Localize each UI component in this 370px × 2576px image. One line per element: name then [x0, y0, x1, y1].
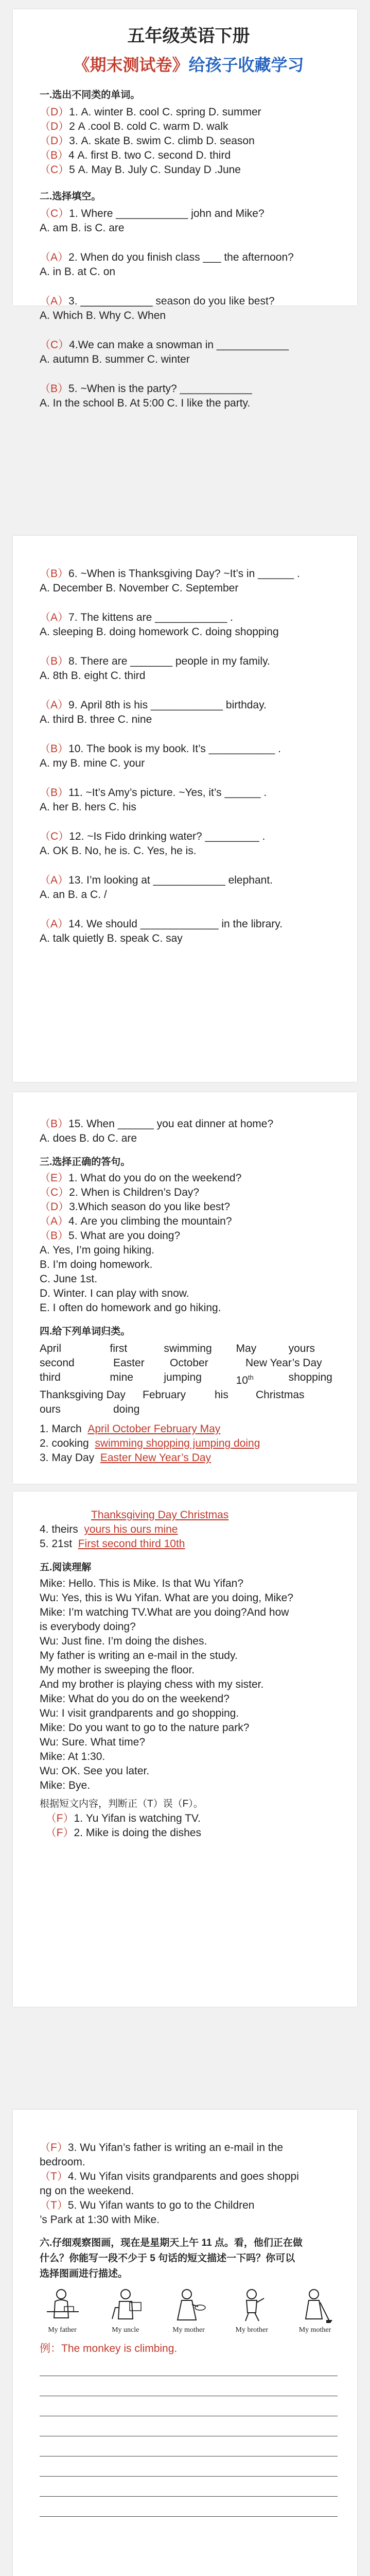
list-item: （D）3. A. skate B. swim C. climb D. season [40, 135, 255, 147]
writing-line [40, 2497, 338, 2517]
woman-sweeping-icon [294, 2287, 336, 2324]
question-options: A. am B. is C. are [40, 222, 125, 234]
question: （B）5. ~When is the party? ____________ [40, 383, 252, 395]
category-line: Thanksgiving Day Christmas [91, 1509, 229, 1521]
example-line: 例：The monkey is climbing. [40, 2343, 178, 2354]
tf-item: （T）5. Wu Yifan wants to go to the Children [40, 2199, 255, 2211]
category-line: 4. theirs yours his ours mine [40, 1523, 178, 1535]
dialogue-line: Wu: OK. See you later. [40, 1765, 150, 1777]
tf-item: bedroom. [40, 2156, 85, 2168]
writing-line [40, 2456, 338, 2477]
dialogue-line: Wu: Yes, this is Wu Yifan. What are you doing, Mike? [40, 1592, 293, 1604]
man-writing-icon [42, 2287, 83, 2324]
question: （A）2. When do you finish class ___ the afternoon? [40, 251, 294, 263]
person-mother-2: My mother [292, 2287, 338, 2334]
person-brother: My brother [229, 2287, 274, 2334]
question: （B）6. ~When is Thanksgiving Day? ~It’s in ______ . [40, 568, 300, 580]
tf-item: （F）1. Yu Yifan is watching TV. [45, 1812, 201, 1824]
question-options: A. my B. mine C. your [40, 757, 145, 769]
question-options: A. autumn B. summer C. winter [40, 353, 190, 365]
writing-line [40, 2396, 338, 2416]
question: （A）3. ____________ season do you like best? [40, 295, 275, 307]
dialogue-line: Wu: Just fine. I’m doing the dishes. [40, 1635, 207, 1647]
question: （A）13. I’m looking at ____________ elephant. [40, 874, 273, 886]
list-item: （C）5 A. May B. July C. Sunday D .June [40, 164, 241, 176]
section5-heading: 五.阅读理解 [40, 1562, 92, 1573]
dialogue-line: Mike: At 1:30. [40, 1751, 105, 1762]
question-options: A. 8th B. eight C. third [40, 670, 146, 682]
writing-line [40, 2416, 338, 2436]
section6-heading: 六.仔细观察图画，现在是星期天上午 11 点。看，他们正在做 什么？你能写一段不少于 5 句话的短文描述一下吗？你可以 选择图画进行描述。 [40, 2238, 303, 2279]
tf-item: （F）3. Wu Yifan’s father is writing an e-mail in the [40, 2142, 284, 2154]
dialogue-line: Mike: Bye. [40, 1780, 91, 1791]
card-4 [13, 1492, 357, 2007]
tf-instruction: 根据短文内容，判断正（T）误（F）。 [40, 1799, 203, 1809]
dialogue-line: My mother is sweeping the floor. [40, 1664, 195, 1676]
man-reading-icon [105, 2287, 146, 2324]
picture-strip [40, 2287, 338, 2334]
category-line: 1. March April October February May [40, 1423, 221, 1435]
question: （B）15. When ______ you eat dinner at home? [40, 1118, 274, 1130]
question: （B）8. There are _______ people in my family. [40, 655, 270, 667]
word-row: third mine jumping 10th shopping [40, 1371, 332, 1386]
tf-item: ng on the weekend. [40, 2185, 134, 2197]
section3-heading: 三.选择正确的答句。 [40, 1157, 131, 1167]
category-line: 3. May Day Easter New Year’s Day [40, 1452, 212, 1464]
list-item: （B）4 A. first B. two C. second D. third [40, 149, 231, 161]
question: （A）14. We should _____________ in the library. [40, 918, 283, 930]
writing-line [40, 2436, 338, 2456]
question-options: A. In the school B. At 5:00 C. I like the party. [40, 397, 251, 409]
question: （A）9. April 8th is his ____________ birthday. [40, 699, 267, 711]
dialogue-line: Mike: Do you want to go to the nature park? [40, 1722, 250, 1734]
list-item: （D）3.Which season do you like best? [40, 1201, 231, 1213]
option-line: D. Winter. I can play with snow. [40, 1287, 189, 1299]
question: （C）4.We can make a snowman in ____________ [40, 339, 289, 351]
category-line: 2. cooking swimming shopping jumping doing [40, 1437, 260, 1449]
question-options: A. sleeping B. doing homework C. doing shopping [40, 626, 279, 638]
word-row: Thanksgiving Day February his Christmas [40, 1389, 305, 1401]
list-item: （D）2 A .cool B. cold C. warm D. walk [40, 121, 228, 132]
card-5 [13, 2110, 357, 2576]
tf-item: （F）2. Mike is doing the dishes [45, 1827, 201, 1839]
boy-playing-icon [231, 2287, 272, 2324]
question: （B）10. The book is my book. It’s ___________ . [40, 743, 281, 755]
question: （B）11. ~It’s Amy’s picture. ~Yes, it’s ______ . [40, 787, 267, 799]
word-row: April first swimming May yours [40, 1343, 315, 1354]
person-father: My father [40, 2287, 85, 2334]
writing-line [40, 2477, 338, 2497]
list-item: （B）5. What are you doing? [40, 1230, 181, 1242]
option-line: E. I often do homework and go hiking. [40, 1302, 221, 1314]
dialogue-line: And my brother is playing chess with my sister. [40, 1679, 264, 1690]
option-line: C. June 1st. [40, 1273, 98, 1285]
question: （A）7. The kittens are ____________ . [40, 612, 233, 623]
question-options: A. an B. a C. / [40, 889, 107, 901]
tf-item: ’s Park at 1:30 with Mike. [40, 2214, 160, 2226]
person-mother: My mother [166, 2287, 212, 2334]
section2-heading: 二.选择填空。 [40, 191, 101, 202]
list-item: （C）2. When is Children’s Day? [40, 1187, 200, 1198]
dialogue-line: My father is writing an e-mail in the study. [40, 1650, 238, 1662]
word-row: second Easter October New Year’s Day [40, 1357, 322, 1369]
writing-line [40, 2376, 338, 2396]
question-options: A. in B. at C. on [40, 266, 116, 278]
question-options: A. December B. November C. September [40, 582, 239, 594]
question: （C）1. Where ____________ john and Mike? [40, 208, 265, 219]
question-options: A. third B. three C. nine [40, 714, 152, 725]
card-2 [13, 536, 357, 1082]
option-line: A. Yes, I’m going hiking. [40, 1244, 154, 1256]
dialogue-line: Mike: What do you do on the weekend? [40, 1693, 230, 1705]
question-options: A. her B. hers C. his [40, 801, 136, 813]
woman-cooking-icon [168, 2287, 209, 2324]
card-3 [13, 1092, 357, 1484]
dialogue-line: is everybody doing? [40, 1621, 136, 1633]
list-item: （E）1. What do you do on the weekend? [40, 1172, 242, 1184]
question-options: A. OK B. No, he is. C. Yes, he is. [40, 845, 197, 857]
list-item: （D）1. A. winter B. cool C. spring D. summer [40, 106, 261, 118]
word-row: ours doing [40, 1403, 140, 1415]
section4-heading: 四.给下列单词归类。 [40, 1326, 131, 1337]
list-item: （A）4. Are you climbing the mountain? [40, 1215, 232, 1227]
dialogue-line: Wu: Sure. What time? [40, 1736, 146, 1748]
dialogue-line: Mike: I’m watching TV.What are you doing?And how [40, 1606, 289, 1618]
dialogue-line: Wu: I visit grandparents and go shopping. [40, 1707, 239, 1719]
page-title: 五年级英语下册 [127, 26, 250, 46]
question-options: A. Which B. Why C. When [40, 310, 166, 321]
writing-line [40, 2356, 338, 2376]
card-1 [13, 9, 357, 409]
person-uncle: My uncle [103, 2287, 148, 2334]
question-options: A. talk quietly B. speak C. say [40, 933, 183, 944]
tf-item: （T）4. Wu Yifan visits grandparents and goes shoppi [40, 2171, 299, 2182]
dialogue-line: Mike: Hello. This is Mike. Is that Wu Yifan? [40, 1578, 244, 1589]
section1-heading: 一.选出不同类的单词。 [40, 90, 140, 100]
category-line: 5. 21st First second third 10th [40, 1538, 185, 1550]
page-subtitle: 《期末测试卷》给孩子收藏学习 [73, 56, 304, 74]
question-options: A. does B. do C. are [40, 1132, 137, 1144]
question: （C）12. ~Is Fido drinking water? _________ . [40, 831, 266, 842]
option-line: B. I’m doing homework. [40, 1259, 153, 1270]
